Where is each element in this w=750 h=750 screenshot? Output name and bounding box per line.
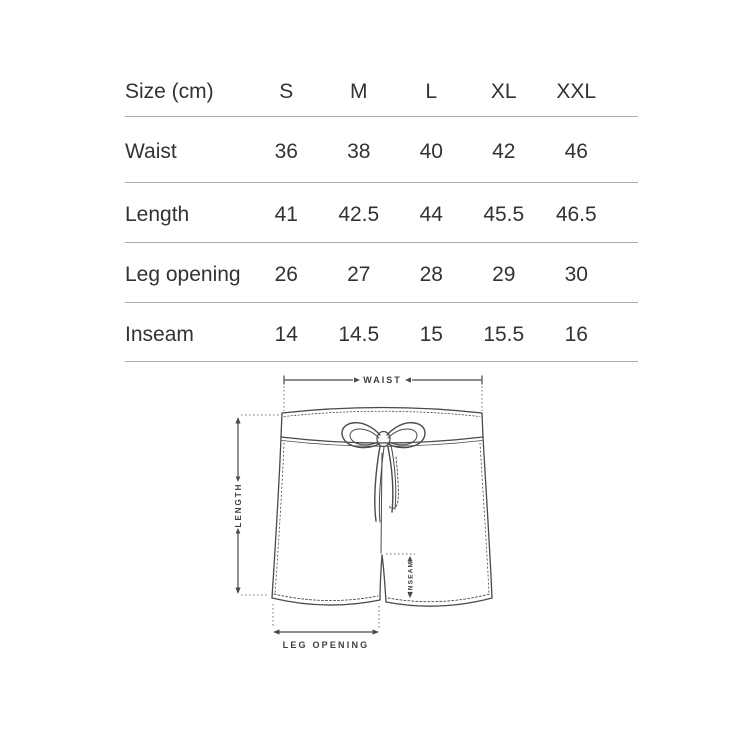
length-arrow-up-icon	[235, 417, 240, 424]
leg-opening-arrow-left-icon	[273, 629, 280, 634]
shorts-measurement-diagram	[210, 365, 530, 665]
length-dimension-label: LENGTH	[234, 482, 243, 528]
waist-s: 36	[274, 140, 298, 163]
shorts-illustration	[272, 408, 492, 607]
column-header-l: L	[425, 79, 438, 103]
waist-arrow-left-icon	[405, 377, 411, 382]
leg-opening-l: 28	[419, 263, 443, 286]
inseam-dimension-label: INSEAM	[407, 560, 415, 594]
leg-opening-xl: 29	[492, 263, 516, 286]
leg-opening-dimension-label: LEG OPENING	[282, 640, 370, 650]
leg-opening-m: 27	[347, 263, 371, 286]
column-header-m: M	[350, 79, 368, 103]
waist-l: 40	[419, 140, 443, 163]
row-label-length: Length	[125, 203, 190, 226]
length-arrow-down-icon	[235, 588, 240, 595]
length-l: 44	[419, 203, 443, 226]
length-s: 41	[274, 203, 298, 226]
inseam-m: 14.5	[338, 322, 380, 346]
row-label-leg-opening: Leg opening	[125, 263, 241, 286]
inseam-s: 14	[274, 322, 298, 346]
leg-opening-dimension	[273, 604, 379, 650]
waist-dimension	[284, 375, 482, 411]
waist-m: 38	[347, 140, 371, 163]
inseam-dimension	[386, 554, 415, 598]
drawstring-bow	[342, 423, 425, 522]
table-row-length	[125, 183, 638, 243]
column-header-xxl: XXL	[556, 79, 597, 103]
leg-opening-arrow-right-icon	[373, 629, 380, 634]
inseam-arrow-up-icon	[407, 556, 412, 562]
length-m: 42.5	[338, 203, 380, 226]
table-header-row	[125, 62, 638, 117]
column-header-s: S	[279, 79, 294, 103]
table-row-leg-opening	[125, 243, 638, 303]
leg-opening-xxl: 30	[564, 263, 588, 286]
waist-dimension-label: WAIST	[363, 375, 402, 386]
waist-arrow-right-icon	[354, 377, 360, 382]
inseam-xl: 15.5	[483, 322, 525, 346]
size-table	[125, 62, 638, 362]
row-label-inseam: Inseam	[125, 322, 194, 346]
length-xl: 45.5	[483, 203, 525, 226]
waist-xxl: 46	[564, 140, 588, 163]
size-unit-header: Size (cm)	[125, 79, 214, 103]
length-xxl: 46.5	[555, 203, 597, 226]
leg-opening-s: 26	[274, 263, 298, 286]
table-row-waist	[125, 117, 638, 183]
inseam-l: 15	[419, 322, 443, 346]
row-label-waist: Waist	[125, 140, 177, 163]
column-header-xl: XL	[490, 79, 517, 103]
table-row-inseam	[125, 303, 638, 362]
waist-xl: 42	[492, 140, 516, 163]
inseam-xxl: 16	[564, 322, 588, 346]
